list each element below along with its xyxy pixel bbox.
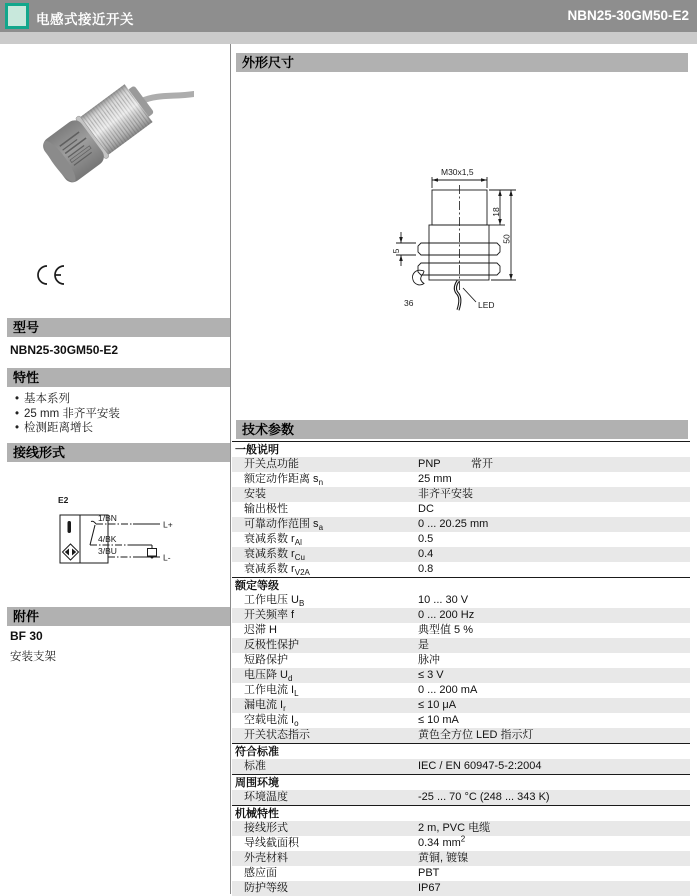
spec-label: 安装 (244, 488, 266, 500)
load-symbol (148, 549, 157, 557)
wire-label-bn: 1/BN (98, 513, 117, 523)
spec-value: 25 mm (418, 473, 452, 485)
spec-label: 短路保护 (244, 654, 288, 666)
spec-value: 0 ... 20.25 mm (418, 518, 489, 530)
spec-row (232, 713, 690, 728)
spec-value: 10 ... 30 V (418, 594, 469, 606)
dimension-drawing (390, 158, 525, 316)
spec-row (232, 698, 690, 713)
feature-item (10, 421, 225, 436)
spec-value: 脉冲 (418, 654, 440, 666)
spec-table (232, 441, 690, 896)
features-list (10, 392, 225, 436)
spec-label: 标准 (244, 760, 266, 772)
column-divider (230, 44, 231, 894)
terminal-plus-label: L+ (163, 519, 173, 530)
switch-contact-symbol (91, 521, 96, 524)
spec-label: 反极性保护 (244, 639, 299, 651)
specs-section-header: 技术参数 (236, 420, 688, 439)
spec-value: DC (418, 503, 434, 515)
spec-value: 2 m, PVC 电缆 (418, 822, 491, 834)
spec-label: 环境温度 (244, 791, 288, 803)
spec-row (232, 638, 690, 653)
spec-row (232, 502, 690, 517)
inductive-sensor-symbol (63, 544, 79, 560)
sensor-body-outline (429, 225, 489, 280)
total-length-label: 50 (501, 234, 512, 244)
spec-row (232, 472, 690, 487)
spec-label: 衰减系数 $r_{V2A}$ (244, 563, 310, 578)
spec-value: 非齐平安装 (418, 488, 473, 500)
spec-label: 感应面 (244, 867, 277, 879)
nut-thickness-label: 5 (391, 248, 401, 254)
brand-square-icon (5, 3, 29, 29)
spec-row (232, 728, 690, 743)
feature-item (10, 392, 225, 407)
head-length-label: 18 (491, 207, 501, 217)
spec-subsection-header: 机械特性 (232, 805, 690, 821)
spec-subsection-header: 一般说明 (232, 441, 690, 457)
accessory-description: 安装支架 (10, 651, 56, 663)
model-section-header: 型号 (7, 318, 230, 337)
spec-label: 开关状态指示 (244, 729, 310, 741)
wrench-size-label: 36 (404, 298, 414, 308)
spec-subsection-header: 符合标准 (232, 743, 690, 759)
spec-label: 导线截面积 (244, 837, 299, 849)
spec-value: 是 (418, 639, 429, 651)
spec-label: 衰减系数 $r_{Al}$ (244, 533, 302, 548)
led-label: LED (478, 300, 495, 310)
wiring-diagram (55, 493, 180, 573)
features-section-header: 特性 (7, 368, 230, 387)
spec-row (232, 851, 690, 866)
model-number: NBN25-30GM50-E2 (10, 343, 119, 357)
spec-row (232, 836, 690, 851)
hex-nut-2 (418, 263, 500, 275)
spec-row (232, 547, 690, 562)
spec-row (232, 457, 690, 472)
spec-row (232, 653, 690, 668)
spec-row (232, 668, 690, 683)
output-bar-symbol (68, 521, 72, 533)
bullet-icon: • (14, 422, 20, 434)
product-photo (42, 72, 194, 194)
header-part-number: NBN25-30GM50-E2 (567, 8, 689, 23)
spec-value: 典型值 5 % (418, 624, 474, 636)
ce-mark-icon (33, 263, 66, 287)
wire-label-bu: 3/BU (98, 546, 117, 556)
spec-label: 额定动作距离 $s_n$ (244, 473, 324, 488)
spec-value: 0.8 (418, 563, 434, 575)
spec-row (232, 517, 690, 532)
spec-row (232, 683, 690, 698)
spec-label: 电压降 $U_d$ (244, 669, 293, 684)
spec-label: 可靠动作范围 $s_a$ (244, 518, 324, 533)
bullet-icon: • (14, 407, 20, 420)
spec-label: 开关点功能 (244, 458, 299, 470)
spec-value: ≤ 10 μA (418, 699, 457, 711)
feature-text: 基本系列 (24, 393, 70, 405)
spec-value: ≤ 10 mA (418, 714, 459, 726)
spec-row (232, 790, 690, 805)
spec-value: PNP 常开 (418, 458, 493, 470)
spec-label: 接线形式 (244, 822, 288, 834)
page-title: 电感式接近开关 (36, 12, 134, 27)
spec-row (232, 487, 690, 502)
spec-value: 0 ... 200 Hz (418, 609, 475, 621)
spec-label: 输出极性 (244, 503, 288, 515)
spec-value: 黄色全方位 LED 指示灯 (418, 729, 534, 741)
dimension-arrows (399, 178, 513, 280)
spec-row (232, 593, 690, 608)
spec-subsection-header: 周围环境 (232, 774, 690, 790)
bullet-icon: • (14, 393, 20, 405)
dimensions-section-header: 外形尺寸 (236, 53, 688, 72)
spec-label: 迟滞 H (244, 624, 277, 636)
header-divider-strip (0, 32, 697, 44)
spec-value: IP67 (418, 882, 441, 894)
spec-row (232, 608, 690, 623)
wiring-variant-label: E2 (58, 495, 69, 505)
feature-text: 检测距离增长 (24, 422, 93, 434)
spec-value: ≤ 3 V (418, 669, 444, 681)
spec-subsection-header: 额定等级 (232, 577, 690, 593)
spec-row (232, 759, 690, 774)
spec-label: 工作电流 $I_L$ (244, 684, 299, 699)
spec-label: 漏电流 $I_r$ (244, 699, 286, 714)
spec-value: IEC / EN 60947-5-2:2004 (418, 760, 542, 772)
sensor-cable (142, 94, 194, 101)
hex-nut-1 (418, 243, 500, 255)
thread-dimension-label: M30x1,5 (441, 167, 474, 177)
spec-value: -25 ... 70 °C (248 ... 343 K) (418, 791, 550, 803)
spec-label: 外壳材料 (244, 852, 288, 864)
accessory-model: BF 30 (10, 629, 43, 643)
connection-section-header: 接线形式 (7, 443, 230, 462)
spec-row (232, 532, 690, 547)
spec-row (232, 866, 690, 881)
spec-label: 衰减系数 $r_{Cu}$ (244, 548, 305, 563)
spec-label: 空载电流 $I_o$ (244, 714, 299, 729)
spec-row (232, 562, 690, 577)
spec-value: 0.34 $mm^2$ (418, 834, 466, 849)
spec-value: 黄铜, 镀镍 (418, 852, 469, 864)
feature-text: 25 mm 非齐平安装 (24, 407, 120, 420)
accessories-section-header: 附件 (7, 607, 230, 626)
spec-value: PBT (418, 867, 440, 879)
spec-label: 开关频率 f (244, 609, 295, 621)
spec-label: 工作电压 $U_B$ (244, 594, 305, 609)
spec-value: 0.4 (418, 548, 434, 560)
junction-dot (151, 556, 154, 559)
feature-item (10, 407, 225, 422)
spec-value: 0.5 (418, 533, 434, 545)
wire-label-bk: 4/BK (98, 534, 117, 544)
spec-value: 0 ... 200 mA (418, 684, 478, 696)
spec-row (232, 623, 690, 638)
spec-label: 防护等级 (244, 882, 288, 894)
terminal-minus-label: L- (163, 552, 171, 563)
